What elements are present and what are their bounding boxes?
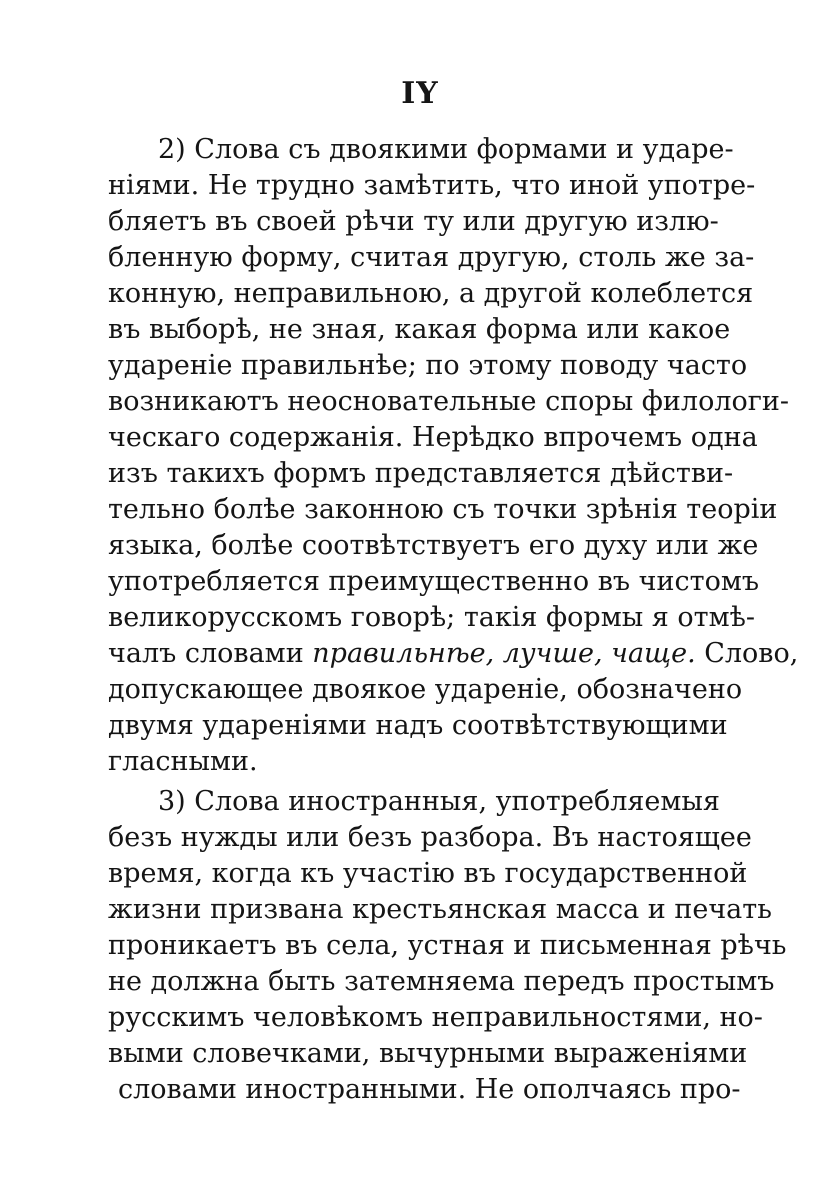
text-line: великорусскомъ говорѣ; такія формы я отмѣ-	[108, 602, 755, 633]
text-line: не должна быть затемняема передъ простымъ	[108, 966, 775, 997]
text-line: языка, болѣе соотвѣтствуетъ его духу или же	[108, 530, 759, 561]
page-number: IY	[401, 76, 439, 111]
italic-text-run: правильнѣе, лучше, чаще.	[312, 638, 696, 669]
text-line: двумя удареніями надъ соотвѣтствующими	[108, 710, 728, 741]
text-line: ніями. Не трудно замѣтить, что иной употре-	[108, 170, 756, 201]
text-line: бленную форму, считая другую, столь же за-	[108, 242, 755, 273]
text-line: 2) Слова съ двоякими формами и ударе-	[158, 134, 734, 165]
text-line: словами иностранными. Не ополчаясь про-	[118, 1074, 741, 1105]
text-line: безъ нужды или безъ разбора. Въ настоящее	[108, 822, 752, 853]
text-line-mixed	[108, 636, 799, 672]
text-line: выми словечками, вычурными выраженіями	[108, 1038, 748, 1069]
text-line: удареніе правильнѣе; по этому поводу часто	[108, 350, 748, 381]
text-line: время, когда къ участію въ государственной	[108, 858, 748, 889]
text-line: гласными.	[108, 746, 258, 777]
text-line: изъ такихъ формъ представляется дѣйстви-	[108, 458, 734, 489]
text-line: жизни призвана крестьянская масса и печать	[108, 894, 772, 925]
text-run: Слово,	[695, 638, 799, 669]
text-run: чалъ словами	[108, 638, 313, 669]
text-line: тельно болѣе законною съ точки зрѣнія теоріи	[108, 494, 778, 525]
text-line: русскимъ человѣкомъ неправильностями, но-	[108, 1002, 763, 1033]
text-line: конную, неправильною, а другой колеблется	[108, 278, 754, 309]
text-line: допускающее двоякое удареніе, обозначено	[108, 674, 743, 705]
text-line: возникаютъ неосновательные споры филологи-	[108, 386, 789, 417]
text-line: бляетъ въ своей рѣчи ту или другую излю-	[108, 206, 719, 237]
text-line: ческаго содержанія. Нерѣдко впрочемъ одна	[108, 422, 758, 453]
text-line: проникаетъ въ села, устная и письменная рѣчь	[108, 930, 787, 961]
text-line: употребляется преимущественно въ чистомъ	[108, 566, 760, 597]
text-line: 3) Слова иностранныя, употребляемыя	[158, 786, 720, 817]
text-line: въ выборѣ, не зная, какая форма или какое	[108, 314, 731, 345]
